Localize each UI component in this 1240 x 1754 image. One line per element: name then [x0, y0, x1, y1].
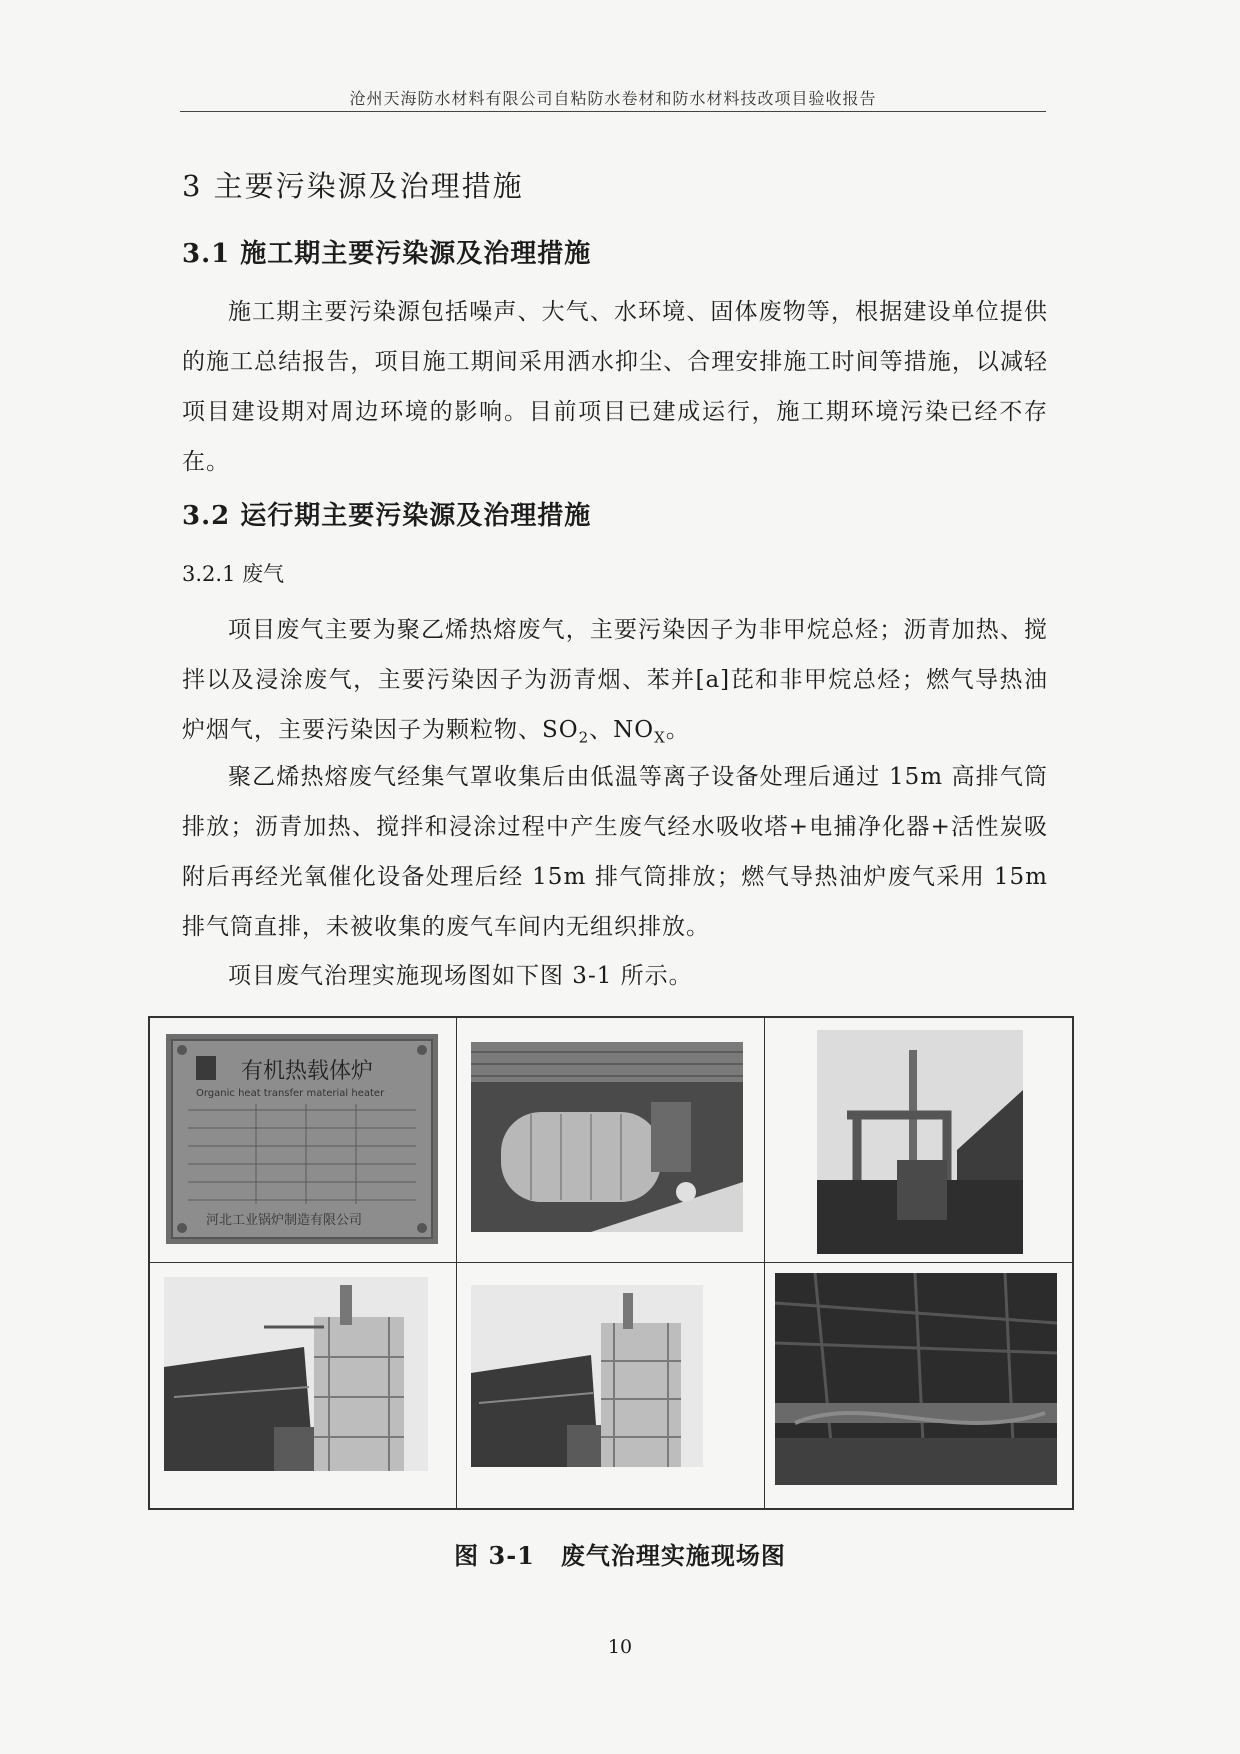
tower-photo-1 [164, 1277, 428, 1471]
workshop-photo [775, 1273, 1057, 1485]
subsection-heading-3-2: 3.2 运行期主要污染源及治理措施 [182, 501, 592, 531]
page-number: 10 [607, 1636, 633, 1658]
subscript: 2 [578, 728, 590, 747]
paragraph-waste-gas-treatment: 聚乙烯热熔废气经集气罩收集后由低温等离子设备处理后通过 15m 高排气筒排放；沥青加热、搅拌和浸涂过程中产生废气经水吸收塔+电捕净化器+活性炭吸附后再经光氧催化设备处理后经 15m 排气筒排放；燃气导热油炉废气采用 15m 排气筒直排，未被收集的废气车间内无组织排放。 [182, 764, 1048, 940]
photo-cell [765, 1263, 1072, 1508]
photo-cell [457, 1263, 764, 1508]
boiler-photo [471, 1042, 743, 1232]
header-rule [180, 111, 1046, 112]
paragraph-figure-reference: 项目废气治理实施现场图如下图 3-1 所示。 [228, 963, 693, 989]
subsection-heading-3-1: 3.1 施工期主要污染源及治理措施 [182, 239, 592, 269]
section-heading: 3 主要污染源及治理措施 [182, 169, 524, 203]
running-header: 沧州天海防水材料有限公司自粘防水卷材和防水材料技改项目验收报告 [349, 89, 877, 108]
figure-photo-grid [148, 1016, 1074, 1510]
para-text-part: 。 [665, 717, 690, 743]
photo-cell [150, 1263, 457, 1508]
tower-photo-2 [471, 1285, 703, 1467]
para-text-part: 项目废气主要为聚乙烯热熔废气，主要污染因子为非甲烷总烃；沥青加热、搅拌以及浸涂废气，主要污染因子为沥青烟、苯并[a]芘和非甲烷总烃；燃气导热油炉烟气，主要污染因子为颗粒物、SO [182, 617, 1048, 743]
paragraph-waste-gas-sources [182, 605, 1048, 763]
photo-cell [765, 1018, 1072, 1263]
subscript: X [654, 728, 666, 747]
stack-photo [817, 1030, 1023, 1254]
para-text-part: 、NO [589, 717, 655, 743]
plate-subtitle: Organic heat transfer material heater [196, 1088, 385, 1099]
figure-label: 图 3-1 [454, 1541, 535, 1570]
figure-title: 废气治理实施现场图 [560, 1541, 786, 1570]
paragraph-construction: 施工期主要污染源包括噪声、大气、水环境、固体废物等，根据建设单位提供的施工总结报告，项目施工期间采用洒水抑尘、合理安排施工时间等措施，以减轻项目建设期对周边环境的影响。目前项目已建成运行，施工期环境污染已经不存在。 [182, 299, 1048, 475]
photo-cell [150, 1018, 457, 1263]
subsubsection-heading-3-2-1: 3.2.1 废气 [182, 562, 285, 586]
figure-caption [0, 1536, 1240, 1571]
nameplate-photo [166, 1034, 438, 1244]
photo-cell [457, 1018, 764, 1263]
plate-footer: 河北工业锅炉制造有限公司 [206, 1213, 363, 1228]
plate-title: 有机热载体炉 [241, 1059, 374, 1084]
